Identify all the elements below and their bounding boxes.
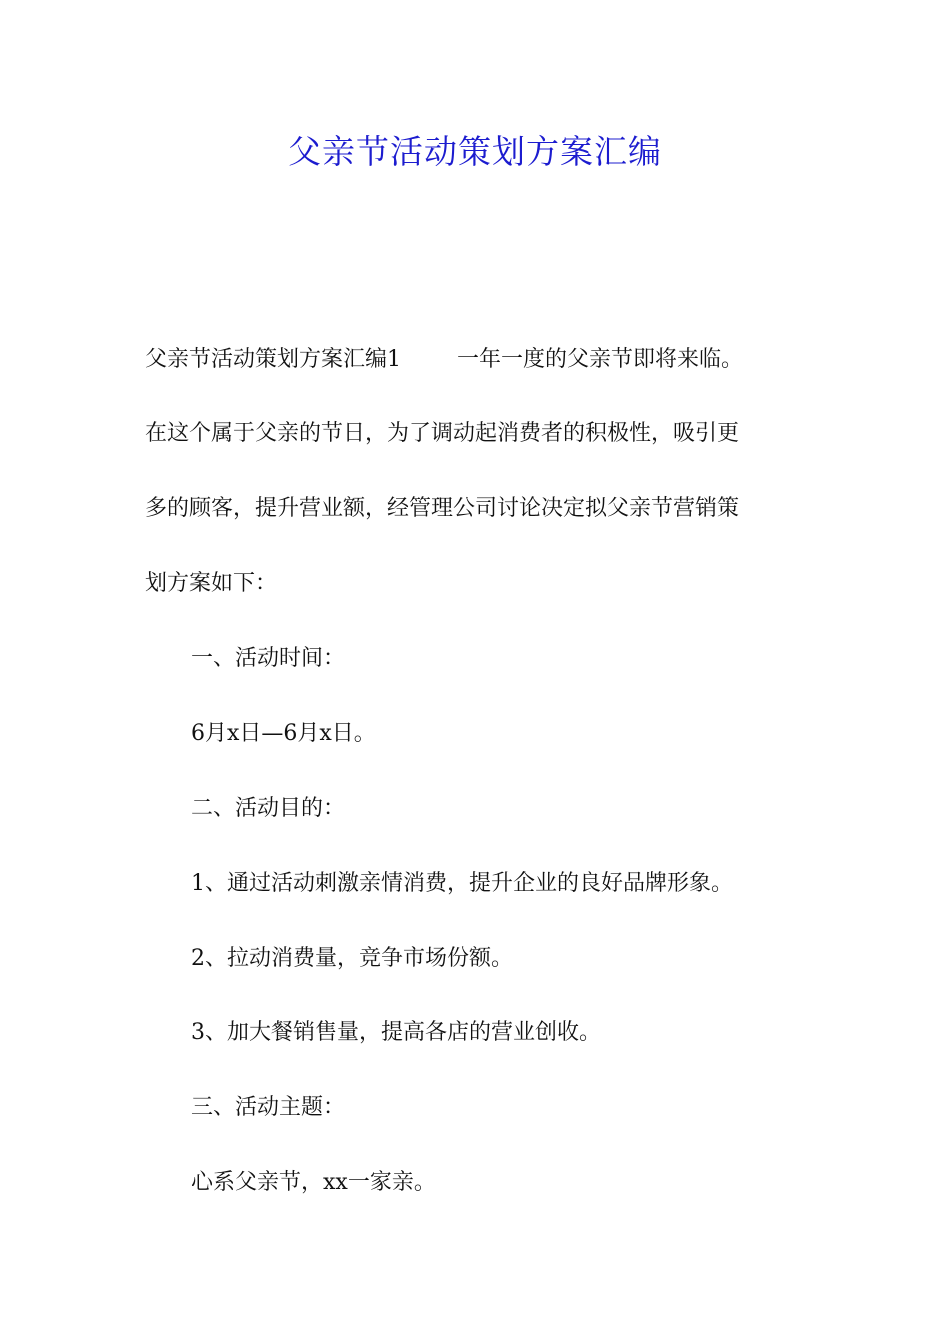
section-heading-theme: 三、活动主题： xyxy=(191,1095,346,1120)
intro-line-2: 在这个属于父亲的节日，为了调动起消费者的积极性，吸引更 xyxy=(145,421,740,446)
intro-heading: 父亲节活动策划方案汇编1 xyxy=(145,347,401,372)
section-heading-purpose: 二、活动目的： xyxy=(191,796,346,821)
intro-line-4: 划方案如下： xyxy=(145,571,278,596)
purpose-item-2: 2、拉动消费量，竞争市场份额。 xyxy=(191,946,513,971)
intro-line-3: 多的顾客，提升营业额，经管理公司讨论决定拟父亲节营销策 xyxy=(145,496,740,521)
document-title: 父亲节活动策划方案汇编 xyxy=(288,132,662,171)
activity-time-text: 6月x日—6月x日。 xyxy=(191,721,376,746)
section-heading-time: 一、活动时间： xyxy=(191,646,346,671)
theme-text: 心系父亲节，xx一家亲。 xyxy=(191,1170,436,1195)
purpose-item-3: 3、加大餐销售量，提高各店的营业创收。 xyxy=(191,1020,601,1045)
intro-first-line-rest: 一年一度的父亲节即将来临。 xyxy=(457,347,744,372)
intro-line-1 xyxy=(145,344,810,376)
purpose-item-1: 1、通过活动刺激亲情消费，提升企业的良好品牌形象。 xyxy=(191,871,733,896)
